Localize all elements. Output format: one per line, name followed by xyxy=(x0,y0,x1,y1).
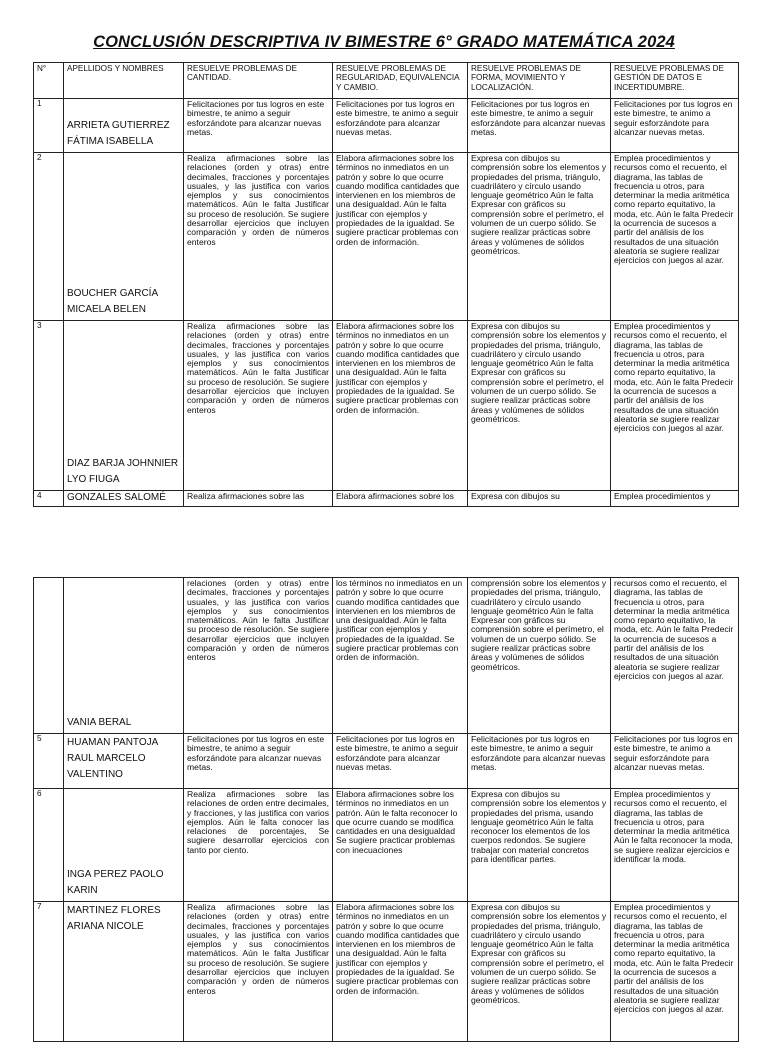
student-name: GONZALES SALOMÉ xyxy=(64,491,184,507)
cell-regularidad: Elabora afirmaciones sobre los términos no inmediatos en un patrón y sobre lo que ocurre cuando modifica cantidades que intervienen en los miembros de una desigualdad. Aún le falta justificar con ejemplos y propiedades de la igualdad. Se sugiere practicar problemas con orden de información. xyxy=(333,902,468,1042)
cell-regularidad: Felicitaciones por tus logros en este bimestre, te animo a seguir esforzándote para alcanzar nuevas metas. xyxy=(333,99,468,153)
table-row xyxy=(34,491,739,507)
table-row xyxy=(34,902,739,1042)
student-name: DIAZ BARJA JOHNNIER LYO FIUGA xyxy=(64,321,184,491)
header-num: N° xyxy=(34,63,64,99)
table-row xyxy=(34,578,739,734)
student-name: VANIA BERAL xyxy=(64,578,184,734)
cell-cantidad: Realiza afirmaciones sobre las relaciones (orden y otras) entre decimales, fracciones y porcentajes usuales, y las justifica con varios ejemplos y sus conocimientos matemáticos. Aún le falta Justificar su proceso de resolución. Se sugiere desarrollar ejercicios que incluyen comparación y orden de números enteros xyxy=(184,153,333,321)
cell-cantidad: Felicitaciones por tus logros en este bimestre, te animo a seguir esforzándote para alcanzar nuevas metas. xyxy=(184,99,333,153)
header-cantidad: RESUELVE PROBLEMAS DE CANTIDAD. xyxy=(184,63,333,99)
cell-cantidad: Realiza afirmaciones sobre las relaciones de orden entre decimales, y fracciones, y las justifica con varios ejemplos. Aún le falta conocer las relaciones de porcentajes, Se sugiere desarrollar ejercicios con tanto por ciento. xyxy=(184,789,333,902)
row-number: 6 xyxy=(34,789,64,902)
cell-forma: Expresa con dibujos su comprensión sobre los elementos y propiedades del prisma, triángulo, cuadrilátero y círculo usando lenguaje geométrico Aún le falta Expresar con gráficos su comprensión sobre el perímetro, el volumen de un cuerpo sólido. Se sugiere realizar prácticas sobre áreas y volúmenes de sólidos geométricos. xyxy=(468,321,611,491)
conclusions-table-part-1 xyxy=(33,62,739,507)
cell-forma: Felicitaciones por tus logros en este bimestre, te animo a seguir esforzándote para alcanzar nuevas metas. xyxy=(468,99,611,153)
cell-forma: Expresa con dibujos su comprensión sobre los elementos y propiedades del prisma, usando lenguaje geométrico Aún le falta reconocer los elementos de los cuerpos redondos. Se sugiere trabajar con material concretos para identificar partes. xyxy=(468,789,611,902)
cell-forma: Felicitaciones por tus logros en este bimestre, te animo a seguir esforzándote para alcanzar nuevas metas. xyxy=(468,734,611,789)
row-number: 4 xyxy=(34,491,64,507)
conclusions-table-part-2 xyxy=(33,577,739,1042)
header-name: APELLIDOS Y NOMBRES xyxy=(64,63,184,99)
header-forma: RESUELVE PROBLEMAS DE FORMA, MOVIMIENTO Y LOCALIZACIÓN. xyxy=(468,63,611,99)
cell-forma: comprensión sobre los elementos y propiedades del prisma, triángulo, cuadrilátero y círculo usando lenguaje geométrico Aún le falta Expresar con gráficos su comprensión sobre el perímetro, el volumen de un cuerpo sólido. Se sugiere realizar prácticas sobre áreas y volúmenes de sólidos geométricos. xyxy=(468,578,611,734)
cell-cantidad: Realiza afirmaciones sobre las relaciones (orden y otras) entre decimales, fracciones y porcentajes usuales, y las justifica con varios ejemplos y sus conocimientos matemáticos. Aún le falta Justificar su proceso de resolución. Se sugiere desarrollar ejercicios que incluyen comparación y orden de números enteros xyxy=(184,902,333,1042)
student-name: ARRIETA GUTIERREZ FÁTIMA ISABELLA xyxy=(64,99,184,153)
cell-cantidad: relaciones (orden y otras) entre decimales, fracciones y porcentajes usuales, y las justifica con varios ejemplos y sus conocimientos matemáticos. Aún le falta Justificar su proceso de resolución. Se sugiere desarrollar ejercicios que incluyen comparación y orden de números enteros xyxy=(184,578,333,734)
cell-regularidad: Elabora afirmaciones sobre los términos no inmediatos en un patrón. Aún le falta reconocer lo que ocurre cuando se modifica cantidades en una desigualdad Se sugiere practicar problemas con inecuaciones xyxy=(333,789,468,902)
row-number: 2 xyxy=(34,153,64,321)
header-regularidad: RESUELVE PROBLEMAS DE REGULARIDAD, EQUIVALENCIA Y CAMBIO. xyxy=(333,63,468,99)
cell-forma: Expresa con dibujos su xyxy=(468,491,611,507)
cell-datos: Emplea procedimientos y recursos como el recuento, el diagrama, las tablas de frecuencia u otros, para determinar la media aritmética como reparto equitativo, la moda, etc. Aún le falta Predecir la ocurrencia de sucesos a partir del análisis de los resultados de una situación aleatoria se sugiere realizar ejercicios con juegos al azar. xyxy=(611,153,739,321)
row-number: 3 xyxy=(34,321,64,491)
cell-regularidad: los términos no inmediatos en un patrón y sobre lo que ocurre cuando modifica cantidades que intervienen en los miembros de una desigualdad. Aún le falta justificar con ejemplos y propiedades de la igualdad. Se sugiere practicar problemas con orden de información. xyxy=(333,578,468,734)
cell-regularidad: Felicitaciones por tus logros en este bimestre, te animo a seguir esforzándote para alcanzar nuevas metas. xyxy=(333,734,468,789)
cell-datos: Emplea procedimientos y recursos como el recuento, el diagrama, las tablas de frecuencia u otros, para determinar la media aritmética como reparto equitativo, la moda, etc. Aún le falta Predecir la ocurrencia de sucesos a partir del análisis de los resultados de una situación aleatoria se sugiere realizar ejercicios con juegos al azar. xyxy=(611,902,739,1042)
student-name: MARTINEZ FLORES ARIANA NICOLE xyxy=(64,902,184,1042)
table-row xyxy=(34,99,739,153)
cell-datos: Emplea procedimientos y recursos como el recuento, el diagrama, las tablas de frecuencia u otros, para determinar la media aritmética como reparto equitativo, la moda, etc. Aún le falta Predecir la ocurrencia de sucesos a partir del análisis de los resultados de una situación aleatoria se sugiere realizar ejercicios con juegos al azar. xyxy=(611,321,739,491)
table-row xyxy=(34,321,739,491)
row-number xyxy=(34,578,64,734)
student-name: BOUCHER GARCÍA MICAELA BELEN xyxy=(64,153,184,321)
cell-regularidad: Elabora afirmaciones sobre los términos no inmediatos en un patrón y sobre lo que ocurre cuando modifica cantidades que intervienen en los miembros de una desigualdad. Aún le falta justificar con ejemplos y propiedades de la igualdad. Se sugiere practicar problemas con orden de información. xyxy=(333,321,468,491)
cell-datos: Emplea procedimientos y recursos como el recuento, el diagrama, las tablas de frecuencia u otros, para determinar la media aritmética Aún le falta reconocer la moda, se sugiere realizar ejercicios e identificar la moda. xyxy=(611,789,739,902)
student-name: HUAMAN PANTOJA RAUL MARCELO VALENTINO xyxy=(64,734,184,789)
cell-datos: Felicitaciones por tus logros en este bimestre, te animo a seguir esforzándote para alcanzar nuevas metas. xyxy=(611,99,739,153)
table-row xyxy=(34,153,739,321)
header-datos: RESUELVE PROBLEMAS DE GESTIÓN DE DATOS E INCERTIDUMBRE. xyxy=(611,63,739,99)
cell-regularidad: Elabora afirmaciones sobre los xyxy=(333,491,468,507)
row-number: 5 xyxy=(34,734,64,789)
table-row xyxy=(34,734,739,789)
cell-forma: Expresa con dibujos su comprensión sobre los elementos y propiedades del prisma, triángulo, cuadrilátero y círculo usando lenguaje geométrico Aún le falta Expresar con gráficos su comprensión sobre el perímetro, el volumen de un cuerpo sólido. Se sugiere realizar prácticas sobre áreas y volúmenes de sólidos geométricos. xyxy=(468,902,611,1042)
table-row xyxy=(34,789,739,902)
cell-datos: Felicitaciones por tus logros en este bimestre, te animo a seguir esforzándote para alcanzar nuevas metas. xyxy=(611,734,739,789)
student-name: INGA PEREZ PAOLO KARIN xyxy=(64,789,184,902)
row-number: 1 xyxy=(34,99,64,153)
cell-cantidad: Felicitaciones por tus logros en este bimestre, te animo a seguir esforzándote para alcanzar nuevas metas. xyxy=(184,734,333,789)
cell-forma: Expresa con dibujos su comprensión sobre los elementos y propiedades del prisma, triángulo, cuadrilátero y círculo usando lenguaje geométrico Aún le falta Expresar con gráficos su comprensión sobre el perímetro, el volumen de un cuerpo sólido. Se sugiere realizar prácticas sobre áreas y volúmenes de sólidos geométricos. xyxy=(468,153,611,321)
page-title: CONCLUSIÓN DESCRIPTIVA IV BIMESTRE 6° GRADO MATEMÁTICA 2024 xyxy=(93,33,675,51)
cell-datos: Emplea procedimientos y xyxy=(611,491,739,507)
cell-cantidad: Realiza afirmaciones sobre las relaciones (orden y otras) entre decimales, fracciones y porcentajes usuales, y las justifica con varios ejemplos y sus conocimientos matemáticos. Aún le falta Justificar su proceso de resolución. Se sugiere desarrollar ejercicios que incluyen comparación y orden de números enteros xyxy=(184,321,333,491)
cell-regularidad: Elabora afirmaciones sobre los términos no inmediatos en un patrón y sobre lo que ocurre cuando modifica cantidades que intervienen en los miembros de una desigualdad. Aún le falta justificar con ejemplos y propiedades de la igualdad. Se sugiere practicar problemas con orden de información. xyxy=(333,153,468,321)
table-header-row xyxy=(34,63,739,99)
cell-datos: recursos como el recuento, el diagrama, las tablas de frecuencia u otros, para determinar la media aritmética como reparto equitativo, la moda, etc. Aún le falta Predecir la ocurrencia de sucesos a partir del análisis de los resultados de una situación aleatoria se sugiere realizar ejercicios con juegos al azar. xyxy=(611,578,739,734)
cell-cantidad: Realiza afirmaciones sobre las xyxy=(184,491,333,507)
row-number: 7 xyxy=(34,902,64,1042)
